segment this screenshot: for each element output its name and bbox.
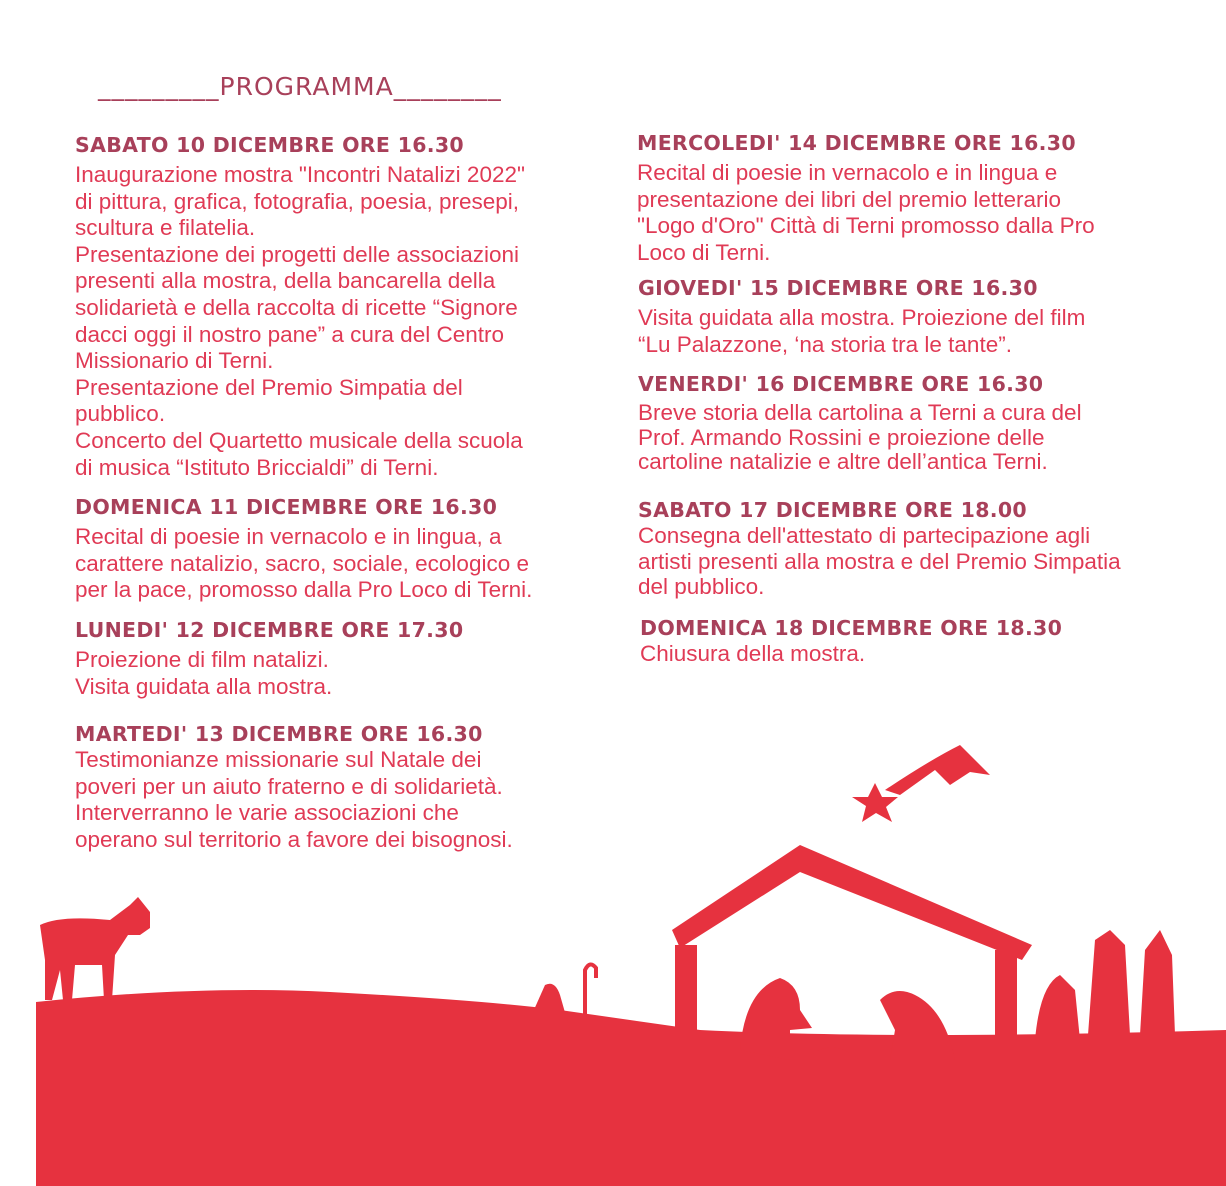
description-line: artisti presenti alla mostra e del Premio Simpatia <box>638 548 1121 574</box>
event-heading: DOMENICA 18 DICEMBRE ORE 18.30 <box>640 616 1063 640</box>
description-line: Inaugurazione mostra "Incontri Natalizi 2022" <box>75 162 525 187</box>
goat-icon <box>40 897 150 1000</box>
event-6 <box>638 275 1085 358</box>
event-description <box>637 160 1095 266</box>
event-4 <box>75 721 513 853</box>
event-2 <box>75 494 532 604</box>
event-heading: MARTEDI' 13 DICEMBRE ORE 16.30 <box>75 722 483 746</box>
description-line: Missionario di Terni. <box>75 348 274 374</box>
event-heading: VENERDI' 16 DICEMBRE ORE 16.30 <box>638 372 1044 396</box>
event-heading: DOMENICA 11 DICEMBRE ORE 16.30 <box>75 495 498 519</box>
description-line: del pubblico. <box>638 574 765 599</box>
description-line: Presentazione del Premio Simpatia del <box>75 374 463 400</box>
description-line: Visita guidata alla mostra. Proiezione del film <box>638 305 1086 330</box>
description-line: presenti alla mostra, della bancarella della <box>75 268 496 294</box>
description-line: operano sul territorio a favore dei bisognosi. <box>75 826 513 852</box>
description-line: per la pace, promosso dalla Pro Loco di Terni. <box>75 577 533 603</box>
event-heading: MERCOLEDI' 14 DICEMBRE ORE 16.30 <box>637 131 1076 155</box>
description-line: cartoline natalizie e altre dell’antica Terni. <box>638 449 1048 474</box>
event-9 <box>640 615 1062 668</box>
event-1 <box>75 132 525 481</box>
description-line: Concerto del Quartetto musicale della scuola <box>75 427 523 453</box>
description-line: di pittura, grafica, fotografia, poesia, presepi, <box>75 188 520 214</box>
description-line: Chiusura della mostra. <box>640 641 866 666</box>
description-line: Interverranno le varie associazioni che <box>75 800 459 826</box>
event-heading: LUNEDI' 12 DICEMBRE ORE 17.30 <box>75 618 464 642</box>
event-description <box>638 401 1082 475</box>
magi-icon <box>1035 930 1175 1040</box>
description-line: Consegna dell'attestato di partecipazione agli <box>638 523 1091 548</box>
stable-post-left <box>675 945 697 1045</box>
description-line: Recital di poesie in vernacolo e in lingua e <box>637 160 1058 185</box>
event-7 <box>638 371 1082 475</box>
description-line: poveri per un aiuto fraterno e di solidarietà. <box>75 773 503 799</box>
event-description <box>638 523 1121 600</box>
event-heading: SABATO 17 DICEMBRE ORE 18.00 <box>638 498 1027 522</box>
event-5 <box>637 130 1095 266</box>
event-description <box>638 305 1085 358</box>
comet-tail <box>885 745 990 795</box>
stable-roof <box>672 845 1032 960</box>
description-line: Recital di poesie in vernacolo e in lingua, a <box>75 524 502 549</box>
description-line: di musica “Istituto Briccialdi” di Terni. <box>75 454 439 480</box>
description-line: presentazione dei libri del premio letterario <box>637 186 1061 212</box>
event-3 <box>75 617 463 700</box>
description-line: "Logo d'Oro" Città di Terni promosso dalla Pro <box>637 213 1095 239</box>
description-line: scultura e filatelia. <box>75 215 256 241</box>
description-line: Breve storia della cartolina a Terni a cura del <box>638 400 1082 425</box>
description-line: Visita guidata alla mostra. <box>75 673 333 699</box>
description-line: carattere natalizio, sacro, sociale, ecologico e <box>75 550 529 576</box>
description-line: pubblico. <box>75 401 166 427</box>
description-line: Proiezione di film natalizi. <box>75 647 329 672</box>
event-description <box>75 162 525 481</box>
event-heading: SABATO 10 DICEMBRE ORE 16.30 <box>75 133 464 157</box>
event-8 <box>638 497 1121 600</box>
stable-post-right <box>995 950 1017 1040</box>
page-title: _________PROGRAMMA________ <box>98 72 502 101</box>
description-line: Loco di Terni. <box>637 239 771 265</box>
event-description <box>75 747 513 853</box>
description-line: Prof. Armando Rossini e proiezione delle <box>638 424 1045 450</box>
event-heading: GIOVEDI' 15 DICEMBRE ORE 16.30 <box>638 276 1038 300</box>
description-line: Testimonianze missionarie sul Natale dei <box>75 747 482 772</box>
description-line: “Lu Palazzone, ‘na storia tra le tante”. <box>638 331 1012 357</box>
description-line: dacci oggi il nostro pane” a cura del Centro <box>75 321 504 347</box>
event-description <box>75 524 532 604</box>
event-description <box>75 647 463 700</box>
event-description <box>640 641 1062 668</box>
description-line: Presentazione dei progetti delle associazioni <box>75 241 520 267</box>
description-line: solidarietà e della raccolta di ricette “Signore <box>75 294 518 320</box>
